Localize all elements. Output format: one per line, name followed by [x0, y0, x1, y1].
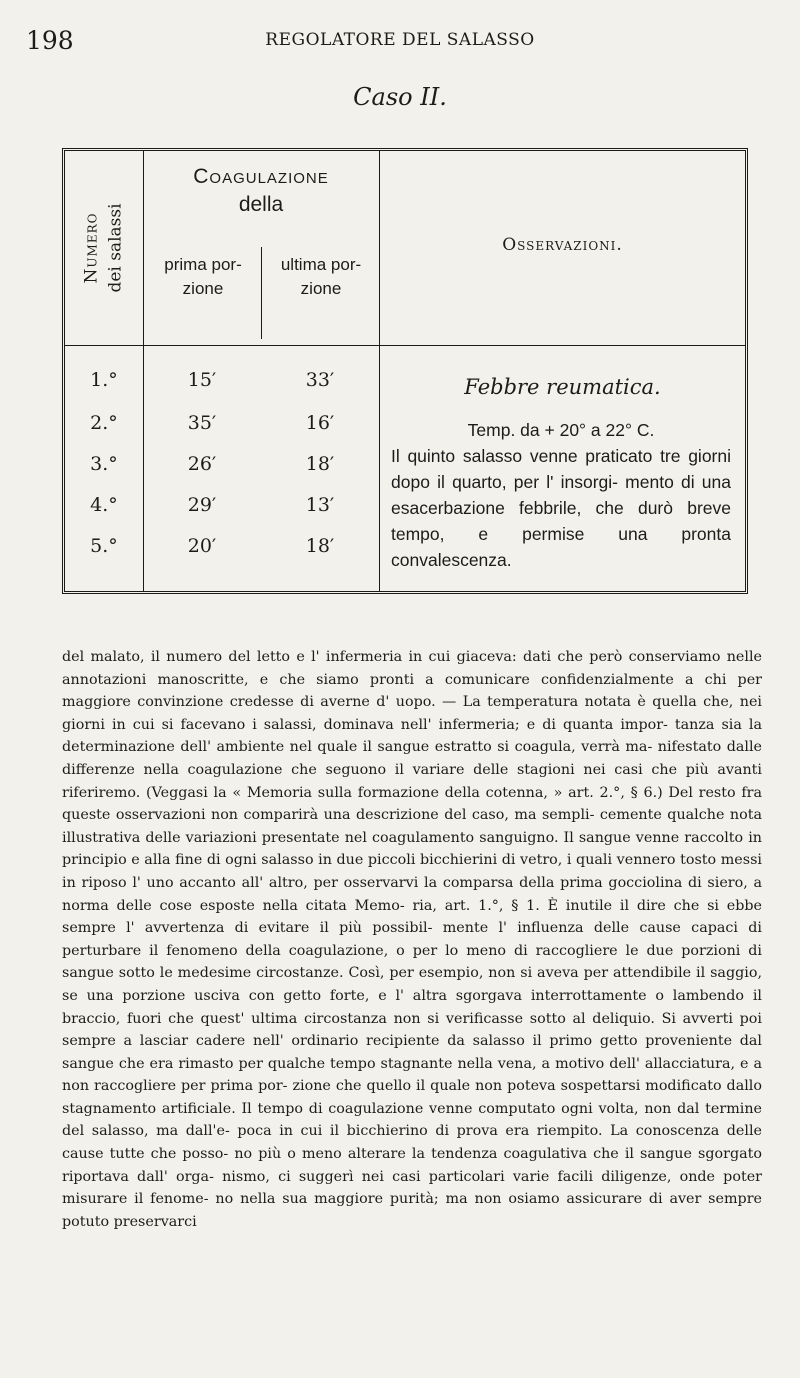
observation-body: Il quinto salasso venne praticato tre giorni dopo il quarto, per l' insorgi- mento di una esacerbazione febbrile, che durò breve tempo, e permise una pronta convalescenza.: [391, 446, 731, 570]
number-header-line2: dei salassi: [106, 203, 127, 293]
row-number: 4.°: [90, 494, 118, 516]
last-portion-time: 13′: [305, 494, 335, 516]
coagulation-table: [62, 148, 748, 594]
page-number: 198: [26, 26, 74, 55]
coagulation-column-header: [143, 163, 379, 219]
header-divider: [65, 345, 745, 346]
column-divider: [379, 151, 380, 591]
last-portion-time: 16′: [305, 412, 335, 434]
observations-header: Osservazioni.: [502, 235, 623, 255]
last-portion-time: 18′: [305, 453, 335, 475]
body-paragraph: del malato, il numero del letto e l' infermeria in cui giaceva: dati che però conserviamo nelle annotazioni manoscritte, e che siamo pronti a comunicare confidenzialmente a chi per maggiore convinzione credesse di averne d' uopo. — La temperatura notata è quella che, nei giorni in cui si facevano i salassi, dominava nell' infermeria; e di quanta impor- tanza sia la determinazione dell' ambiente nel quale il sangue estratto si coagula, verrà ma- nifestato dalle differenze nella coagulazione che seguono il variare delle stagioni nei casi che più avanti riferiremo. (Veggasi la « Memoria sulla formazione della cotenna, » art. 2.°, § 6.) Del resto fra queste osservazioni non comparirà una descrizione del caso, ma sempli- cemente qualche nota illustrativa delle variazioni presentate nel coagulamento sanguigno. Il sangue venne raccolto in principio e alla fine di ogni salasso in due piccoli bicchierini di vetro, i quali vennero tosto messi in riposo l' uno accanto all' altro, per osservarvi la comparsa della prima gocciolina di siero, a norma delle cose esposte nella citata Memo- ria, art. 1.°, § 1. È inutile il dire che si ebbe sempre l' avvertenza di evitare il più possibil- mente l' influenza delle cause capaci di perturbare il fenomeno della coagulazione, o per lo meno di raccogliere le due porzioni di sangue sotto le medesime circostanze. Così, per esempio, non si aveva per attendibile il saggio, se una porzione usciva con getto forte, e l' altra sgorgava interrottamente o lambendo il braccio, fuori che quest' ultima circostanza non si verificasse sotto al deliquio. Si avverti poi sempre a lasciar cadere nell' ordinario recipiente da salasso il primo getto proveniente dal sangue che era rimasto per qualche tempo stagnante nella vena, a motivo dell' allacciatura, e a non raccogliere per prima por- zione che quello il quale non poteva sospettarsi modificato dallo stagnamento artificiale. Il tempo di coagulazione venne computato ogni volta, non dal termine del salasso, ma dall'e- poca in cui il bicchierino di prova era riempito. La conoscenza delle cause tutte che posso- no più o meno alterare la tendenza coagulativa che il sangue sgorgato riportava dall' orga- nismo, ci suggerì nei casi particolari varie facili diligenze, onde poter misurare il fenome- no nella sua maggiore purità; ma non osiamo assicurare di aver sempre potuto preservarci: [62, 649, 762, 1230]
last-portion-header: ultima por- zione: [280, 255, 362, 298]
coagulation-header-line2: della: [238, 193, 284, 216]
row-number: 1.°: [90, 369, 118, 391]
number-header-line1: Numero: [82, 212, 103, 284]
coagulation-header-line1: Coagulazione: [193, 165, 329, 188]
last-portion-time: 33′: [305, 369, 335, 391]
first-portion-header: prima por- zione: [164, 255, 242, 298]
last-portion-time: 18′: [305, 535, 335, 557]
first-portion-time: 35′: [187, 412, 217, 434]
number-column-header: [69, 163, 139, 333]
row-number: 2.°: [90, 412, 118, 434]
observation-title: Febbre reumatica.: [464, 375, 661, 399]
case-title: Caso II.: [353, 83, 447, 111]
running-head: REGOLATORE DEL SALASSO: [265, 30, 535, 50]
first-portion-time: 15′: [187, 369, 217, 391]
first-portion-time: 20′: [187, 535, 217, 557]
observation-text: [391, 417, 731, 573]
column-divider-subheader: [261, 247, 262, 339]
row-number: 5.°: [90, 535, 118, 557]
first-portion-time: 26′: [187, 453, 217, 475]
observation-temperature: Temp. da + 20° a 22° C.: [467, 420, 655, 440]
first-portion-time: 29′: [187, 494, 217, 516]
row-number: 3.°: [90, 453, 118, 475]
